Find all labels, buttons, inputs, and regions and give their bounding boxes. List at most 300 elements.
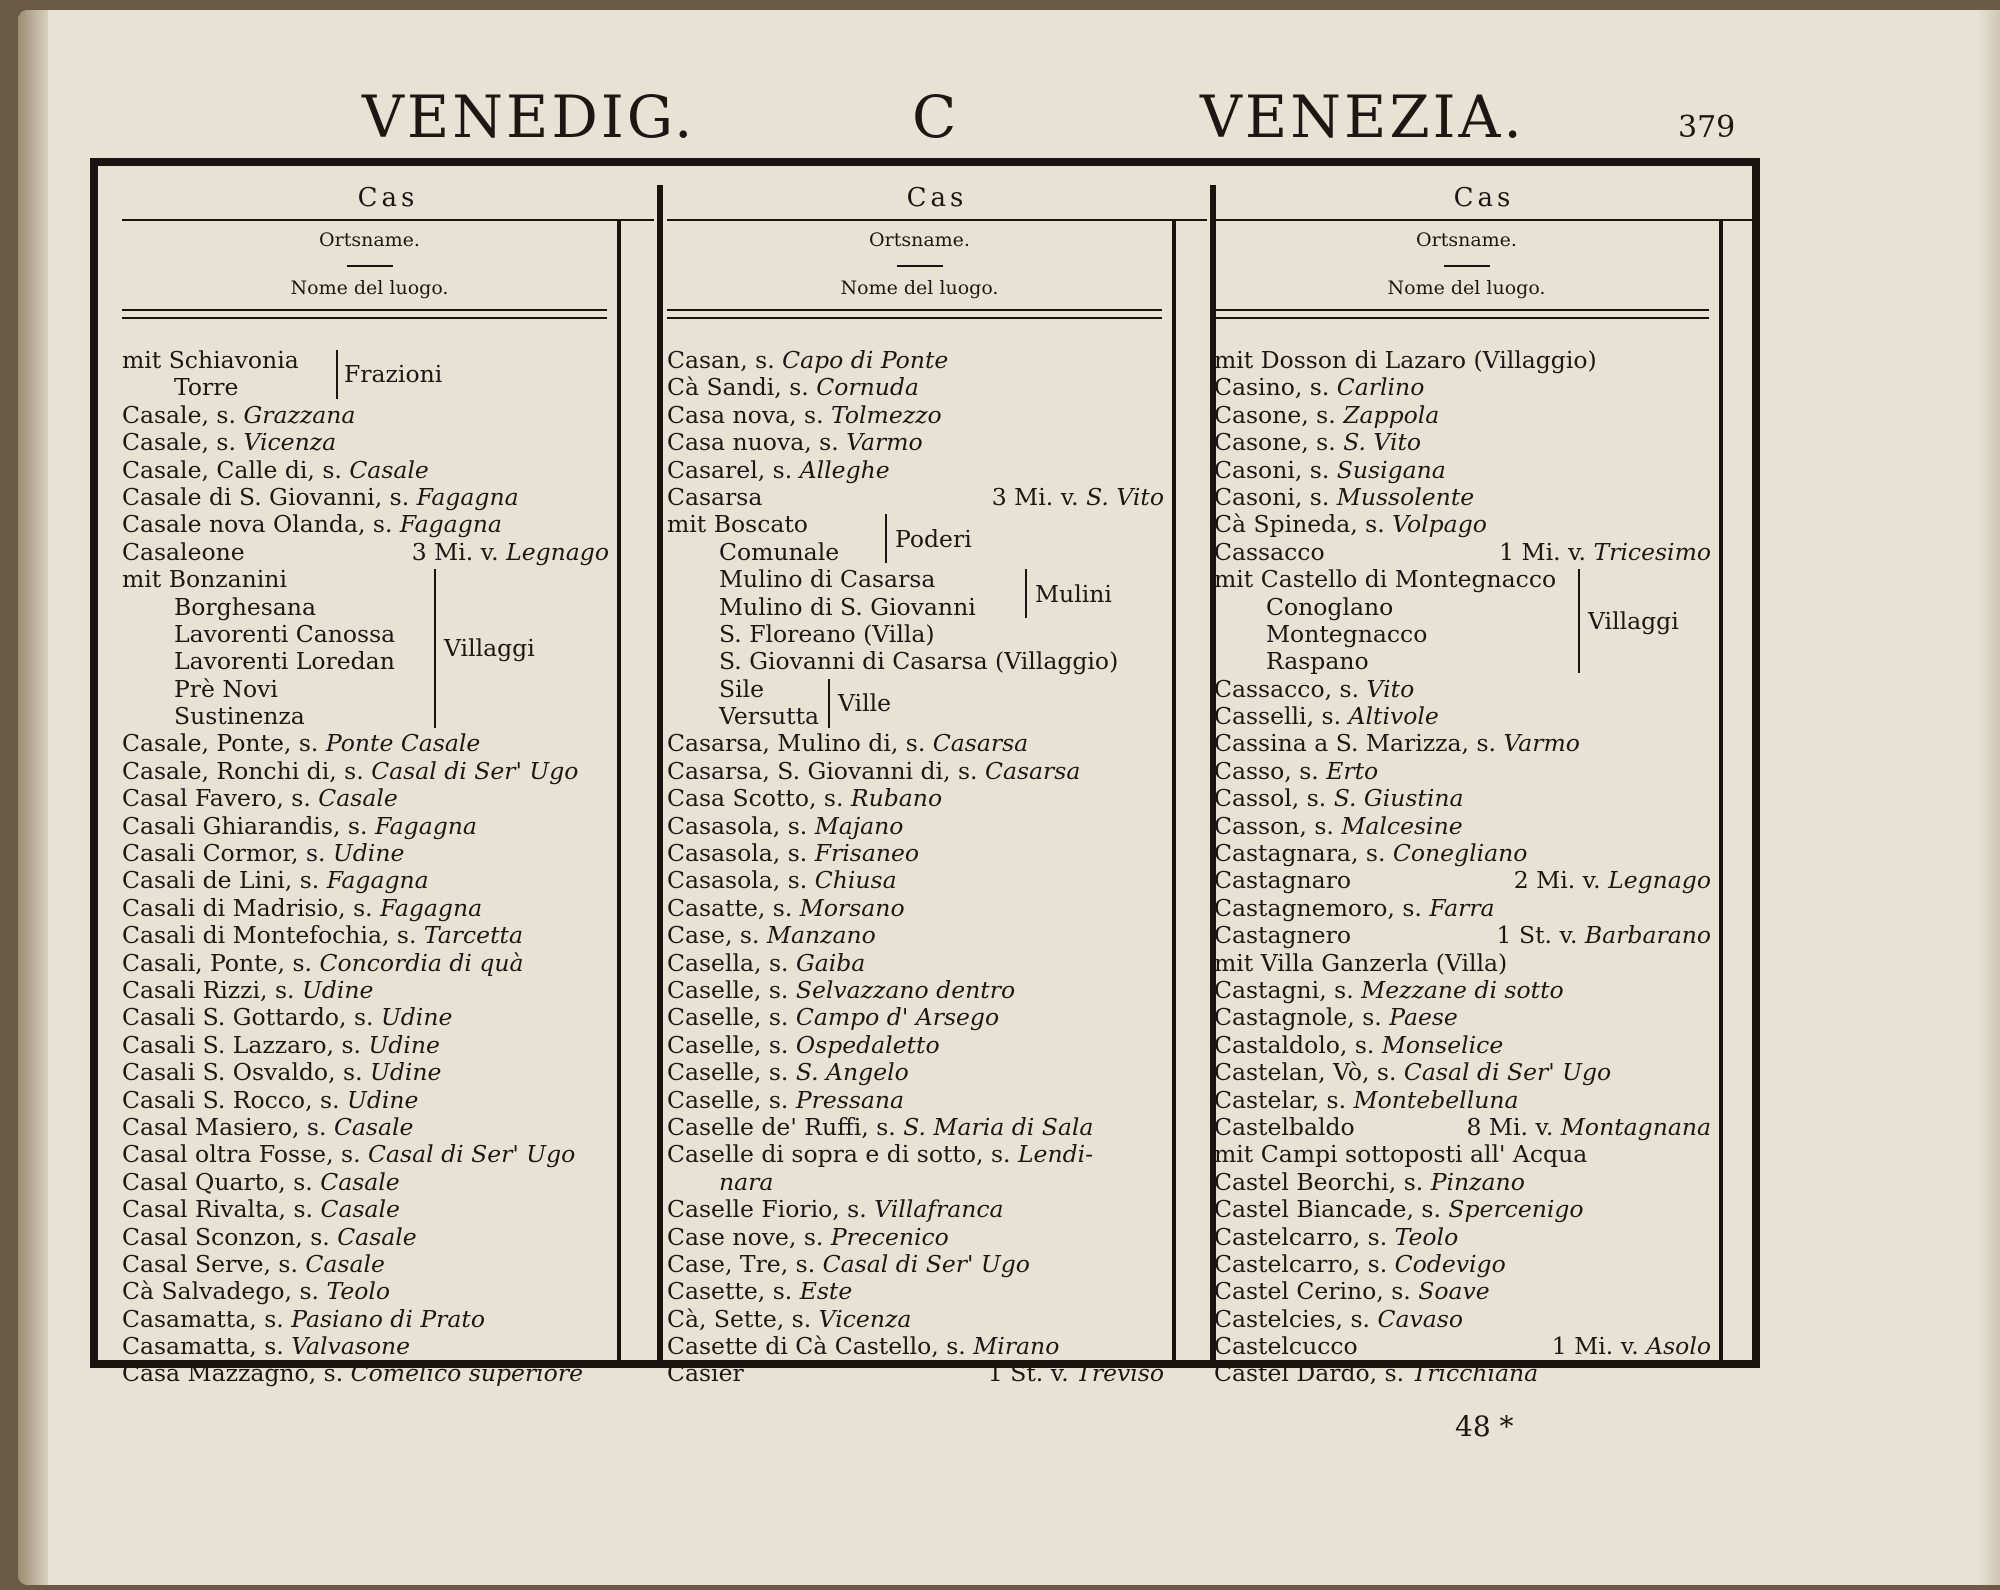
distance-text: 3 Mi. v.	[411, 537, 507, 566]
entry-reference: Manzano	[766, 921, 876, 950]
list-item	[667, 950, 1172, 977]
list-item	[122, 1032, 617, 1059]
entry-name: Casselli, s.	[1214, 702, 1349, 731]
entry-name: Cà, Sette, s.	[667, 1304, 819, 1333]
list-item	[122, 1278, 617, 1305]
entry-reference: Casale	[337, 1222, 417, 1251]
list-item	[1214, 484, 1719, 511]
entry-name: mit Schiavonia	[122, 346, 299, 374]
list-item	[122, 1306, 617, 1333]
heading-right: VENEZIA.	[1200, 83, 1525, 151]
entry-name: Casarsa, Mulino di, s.	[667, 729, 933, 758]
distance-text: 1 Mi. v.	[1551, 1332, 1647, 1361]
list-item	[1214, 1278, 1719, 1305]
group-brace	[330, 350, 338, 399]
list-item	[667, 1087, 1172, 1114]
list-item	[667, 1169, 1172, 1196]
entry-reference: S. Vito	[1343, 428, 1422, 457]
list-item	[122, 539, 617, 566]
entry-name: Versutta	[719, 702, 820, 731]
list-item	[1214, 840, 1719, 867]
entry-name: Montegnacco	[1266, 619, 1428, 648]
entry-reference: Varmo	[1503, 729, 1580, 758]
entry-name: Conoglano	[1266, 592, 1394, 621]
list-item	[667, 703, 1172, 730]
entry-name: Casale, Ronchi di, s.	[122, 756, 372, 785]
distance-text: 1 Mi. v.	[1499, 537, 1594, 566]
list-item	[1214, 511, 1719, 538]
entry-name: Case nove, s.	[667, 1222, 831, 1251]
entry-name: Casier	[667, 1359, 744, 1388]
title-rule	[122, 219, 654, 221]
entry-name: Casali S. Gottardo, s.	[122, 1003, 381, 1032]
entry-name: Casella, s.	[667, 948, 796, 977]
distance-text: 2 Mi. v.	[1513, 866, 1609, 895]
page-edge-shadow	[1978, 10, 2000, 1585]
list-item	[122, 977, 617, 1004]
column-title: Cas	[906, 183, 968, 213]
group-brace	[428, 569, 436, 727]
list-item	[122, 895, 617, 922]
entry-reference: Varmo	[846, 428, 923, 457]
entry-reference: Alleghe	[799, 455, 890, 484]
entry-reference: Fagagna	[380, 893, 483, 922]
entry-name: Casone, s.	[1214, 428, 1344, 457]
group-brace	[1019, 569, 1027, 618]
entry-reference: Paese	[1389, 1003, 1458, 1032]
entry-name: Caselle, s.	[667, 1085, 796, 1114]
list-item	[667, 1141, 1172, 1168]
list-item	[667, 1114, 1172, 1141]
entry-name: Castaldolo, s.	[1214, 1030, 1382, 1059]
entry-reference: Udine	[347, 1085, 419, 1114]
list-item	[1214, 922, 1719, 949]
entry-reference: Mezzane di sotto	[1361, 975, 1564, 1004]
entry-reference: Teolo	[1394, 1222, 1459, 1251]
entry-name: Casale nova Olanda, s.	[122, 510, 400, 539]
entry-name: Castel Beorchi, s.	[1214, 1167, 1431, 1196]
entry-reference: Casal di Ser' Ugo	[368, 1140, 576, 1169]
entry-reference: Villafranca	[874, 1195, 1004, 1224]
entry-reference: Udine	[380, 1003, 453, 1032]
entry-name: Cassol, s.	[1214, 784, 1334, 813]
entry-reference: Conegliano	[1392, 839, 1528, 868]
entry-reference: Susigana	[1336, 455, 1446, 484]
list-item	[122, 1087, 617, 1114]
entry-name: Casoni, s.	[1214, 455, 1337, 484]
list-item	[1214, 1004, 1719, 1031]
entry-reference: Capo di Ponte	[782, 346, 949, 374]
entry-reference: Casal di Ser' Ugo	[371, 756, 579, 785]
entry-reference: Majano	[814, 811, 904, 840]
entry-reference: Pinzano	[1430, 1167, 1525, 1196]
entry-reference: Casal di Ser' Ugo	[1403, 1058, 1612, 1087]
distance-text: 3 Mi. v.	[991, 482, 1087, 511]
entry-reference: Comelico superiore	[350, 1359, 583, 1388]
entry-reference: Soave	[1418, 1277, 1490, 1306]
entry-name: Casarsa	[667, 482, 763, 511]
title-rule	[667, 219, 1207, 221]
inner-column-bar	[1172, 221, 1176, 1367]
entry-name: Sile	[719, 674, 765, 703]
list-item	[1214, 676, 1719, 703]
entry-reference: Casarsa	[932, 729, 1029, 758]
entry-reference: Teolo	[326, 1277, 391, 1306]
list-item	[667, 730, 1172, 757]
entry-reference: Udine	[332, 839, 405, 868]
entry-name: Casan, s.	[667, 346, 783, 374]
entry-name: Casal Favero, s.	[122, 784, 319, 813]
entry-name: Castelcucco	[1214, 1332, 1358, 1361]
column-1	[122, 175, 654, 1388]
entry-reference: Este	[799, 1277, 853, 1306]
entry-reference: Vicenza	[243, 428, 337, 457]
entry-distance	[992, 484, 1164, 511]
list-item	[122, 1196, 617, 1223]
entry-reference: Campo d' Arsego	[795, 1003, 1000, 1032]
title-rule	[1214, 219, 1754, 221]
list-item	[122, 758, 617, 785]
list-item	[122, 785, 617, 812]
distance-text: 8 Mi. v.	[1466, 1112, 1561, 1141]
entry-distance	[1499, 539, 1711, 566]
list-item	[667, 1004, 1172, 1031]
list-item	[122, 1141, 617, 1168]
entry-distance	[1466, 1114, 1711, 1141]
entry-name: Casali S. Lazzaro, s.	[122, 1030, 369, 1059]
list-item	[1214, 1360, 1719, 1387]
entry-reference: Malcesine	[1341, 811, 1463, 840]
entry-name: Cassacco, s.	[1214, 674, 1367, 703]
entry-reference: Precenico	[830, 1222, 949, 1251]
list-item	[1214, 1224, 1719, 1251]
list-item	[122, 1333, 617, 1360]
entry-name: Caselle di sopra e di sotto, s.	[667, 1140, 1018, 1169]
entry-name: Casale di S. Giovanni, s.	[122, 482, 417, 511]
header-double-rule	[1214, 309, 1709, 319]
entry-name: Castagni, s.	[1214, 975, 1362, 1004]
inner-column-bar	[617, 221, 621, 1367]
entry-reference: Chiusa	[814, 866, 897, 895]
entry-distance	[412, 539, 609, 566]
list-item	[122, 676, 617, 703]
list-item	[122, 840, 617, 867]
entry-reference: nara	[719, 1167, 774, 1196]
entry-name: Caselle, s.	[667, 1030, 796, 1059]
header-label-german: Ortsname.	[1416, 229, 1517, 251]
entry-name: mit Bonzanini	[122, 565, 287, 594]
list-item	[1214, 758, 1719, 785]
entry-name: Casso, s.	[1214, 756, 1327, 785]
header-dash	[1444, 265, 1490, 267]
list-item	[667, 1032, 1172, 1059]
list-item	[122, 429, 617, 456]
header-label-italian: Nome del luogo.	[840, 277, 999, 299]
list-item	[667, 1278, 1172, 1305]
entry-name: Casino, s.	[1214, 373, 1337, 402]
list-item	[122, 922, 617, 949]
entry-name: Casa Scotto, s.	[667, 784, 851, 813]
entry-name: Castel Cerino, s.	[1214, 1277, 1419, 1306]
entry-reference: Casale	[305, 1249, 385, 1278]
entry-name: Torre	[174, 373, 239, 402]
list-item	[1214, 730, 1719, 757]
list-item	[122, 1251, 617, 1278]
entry-name: Castagnara, s.	[1214, 839, 1393, 868]
list-item	[667, 977, 1172, 1004]
entry-name: Casasola, s.	[667, 866, 815, 895]
list-item	[667, 867, 1172, 894]
entry-reference: Carlino	[1336, 373, 1425, 402]
entry-name: Castel Biancade, s.	[1214, 1195, 1449, 1224]
entry-name: Castagnaro	[1214, 866, 1352, 895]
list-item	[667, 347, 1172, 374]
entry-reference: S. Giustina	[1333, 784, 1464, 813]
entry-distance	[1514, 867, 1711, 894]
entry-reference: Valvasone	[291, 1332, 411, 1361]
entry-name: Casal Serve, s.	[122, 1249, 306, 1278]
list-item	[1214, 977, 1719, 1004]
entry-reference: Mirano	[973, 1332, 1060, 1361]
entry-reference: Morsano	[799, 893, 905, 922]
list-item	[667, 621, 1172, 648]
entry-reference: Cavaso	[1377, 1304, 1464, 1333]
group-label: Frazioni	[344, 360, 443, 389]
list-item	[1214, 703, 1719, 730]
entry-name: Casali di Montefochia, s.	[122, 921, 424, 950]
group-brace	[822, 679, 830, 728]
list-item	[122, 730, 617, 757]
entry-name: Casal Sconzon, s.	[122, 1222, 338, 1251]
list-item	[122, 621, 617, 648]
heading-left: VENEDIG.	[362, 83, 696, 151]
group-brace	[1572, 569, 1580, 673]
signature-mark: 48 *	[1455, 1410, 1514, 1443]
distance-reference: Montagnana	[1560, 1112, 1711, 1141]
list-item	[1214, 1333, 1719, 1360]
list-item	[667, 1333, 1172, 1360]
entry-name: Casali Rizzi, s.	[122, 975, 302, 1004]
entry-distance	[988, 1360, 1164, 1387]
entry-reference: Vicenza	[818, 1304, 912, 1333]
group-label: Ville	[838, 689, 892, 718]
entry-reference: Pressana	[795, 1085, 905, 1114]
entry-name: Casa nuova, s.	[667, 428, 847, 457]
list-item	[1214, 457, 1719, 484]
list-item	[122, 484, 617, 511]
list-item	[667, 1360, 1172, 1387]
entry-name: Casette, s.	[667, 1277, 800, 1306]
entry-reference: Fagagna	[374, 811, 477, 840]
group-label: Mulini	[1035, 579, 1112, 608]
header-dash	[347, 265, 393, 267]
entry-name: Caselle, s.	[667, 1058, 796, 1087]
entry-name: Castelcarro, s.	[1214, 1222, 1395, 1251]
entry-name: mit Castello di Montegnacco	[1214, 565, 1557, 594]
entry-name: Caselle Fiorio, s.	[667, 1195, 875, 1224]
entry-name: S. Giovanni di Casarsa (Villaggio)	[719, 647, 1119, 676]
entry-name: mit Boscato	[667, 510, 808, 539]
entry-name: mit Villa Ganzerla (Villa)	[1214, 948, 1508, 977]
list-item	[667, 1251, 1172, 1278]
entry-name: Casone, s.	[1214, 400, 1344, 429]
column-separator	[657, 185, 663, 1367]
entry-reference: Monselice	[1381, 1030, 1504, 1059]
header-label-german: Ortsname.	[869, 229, 970, 251]
distance-reference: Legnago	[506, 537, 609, 566]
entry-reference: Concordia di quà	[319, 948, 524, 977]
entry-reference: Farra	[1429, 893, 1495, 922]
entry-reference: Vito	[1366, 674, 1415, 703]
entry-name: Cà Salvadego, s.	[122, 1277, 327, 1306]
entry-name: Casarel, s.	[667, 455, 800, 484]
inner-column-bar	[1719, 221, 1723, 1367]
entry-reference: S. Maria di Sala	[903, 1112, 1094, 1141]
entry-name: Mulino di S. Giovanni	[719, 592, 976, 621]
entry-name: Raspano	[1266, 647, 1369, 676]
entry-reference: Fagagna	[416, 482, 519, 511]
list-item	[1214, 347, 1719, 374]
list-item	[667, 402, 1172, 429]
heading-center: C	[912, 83, 960, 151]
list-item	[122, 566, 617, 593]
entry-reference: Udine	[370, 1058, 442, 1087]
distance-reference: Barbarano	[1584, 921, 1711, 950]
list-item	[1214, 429, 1719, 456]
entry-reference: Gaiba	[795, 948, 866, 977]
list-item	[122, 867, 617, 894]
entry-name: Casale, Ponte, s.	[122, 729, 326, 758]
header-label-german: Ortsname.	[319, 229, 420, 251]
entry-name: Casa Mazzagno, s.	[122, 1359, 351, 1388]
list-item	[667, 785, 1172, 812]
entry-reference: Lendi-	[1017, 1140, 1094, 1169]
header-label-italian: Nome del luogo.	[1387, 277, 1546, 299]
entry-reference: Ponte Casale	[325, 729, 481, 758]
entry-name: Castelar, s.	[1214, 1085, 1354, 1114]
entry-name: Casasola, s.	[667, 839, 815, 868]
distance-text: 1 St. v.	[1496, 921, 1585, 950]
entry-reference: Volpago	[1392, 510, 1487, 539]
entry-reference: Selvazzano dentro	[795, 975, 1016, 1004]
entry-name: Casali, Ponte, s.	[122, 948, 320, 977]
entry-reference: Spercenigo	[1448, 1195, 1584, 1224]
entry-name: Castelcarro, s.	[1214, 1249, 1395, 1278]
list-item	[122, 511, 617, 538]
header-double-rule	[122, 309, 607, 319]
list-item	[1214, 1251, 1719, 1278]
distance-reference: Tricesimo	[1593, 537, 1711, 566]
entry-reference: Ospedaletto	[795, 1030, 940, 1059]
entry-distance	[1552, 1333, 1711, 1360]
list-item	[122, 1059, 617, 1086]
entry-name: mit Campi sottoposti all' Acqua	[1214, 1140, 1588, 1169]
list-item	[122, 1004, 617, 1031]
column-title: Cas	[357, 183, 419, 213]
entry-reference: Fagagna	[326, 866, 429, 895]
column-3	[1214, 175, 1754, 1388]
entry-reference: S. Angelo	[795, 1058, 909, 1087]
entry-reference: Zappola	[1343, 400, 1440, 429]
page-number: 379	[1678, 110, 1736, 145]
entry-name: Casal Masiero, s.	[122, 1112, 334, 1141]
group-label: Poderi	[895, 524, 972, 553]
distance-reference: Asolo	[1646, 1332, 1711, 1361]
list-item	[667, 1059, 1172, 1086]
entry-name: Mulino di Casarsa	[719, 565, 936, 594]
list-item	[667, 758, 1172, 785]
list-item	[1214, 539, 1719, 566]
group-label: Villaggi	[444, 634, 535, 663]
column-title: Cas	[1453, 183, 1515, 213]
entry-name: Castelan, Vò, s.	[1214, 1058, 1404, 1087]
header-label-italian: Nome del luogo.	[290, 277, 449, 299]
entry-name: Cassina a S. Marizza, s.	[1214, 729, 1504, 758]
list-item	[667, 813, 1172, 840]
list-item	[667, 840, 1172, 867]
distance-text: 1 St. v.	[987, 1359, 1077, 1388]
entry-list	[667, 347, 1172, 1388]
entry-reference: Casale	[349, 455, 429, 484]
list-item	[667, 648, 1172, 675]
entry-name: Case, s.	[667, 921, 767, 950]
list-item	[667, 676, 1172, 703]
entry-name: mit Dosson di Lazaro (Villaggio)	[1214, 346, 1597, 374]
list-item	[1214, 867, 1719, 894]
list-item	[1214, 566, 1719, 593]
entry-name: Casali S. Osvaldo, s.	[122, 1058, 371, 1087]
list-item	[122, 813, 617, 840]
entry-name: Caselle, s.	[667, 1003, 796, 1032]
entry-reference: Udine	[368, 1030, 440, 1059]
entry-name: Caselle, s.	[667, 975, 796, 1004]
list-item	[1214, 1087, 1719, 1114]
list-item	[1214, 1059, 1719, 1086]
list-item	[122, 1169, 617, 1196]
entry-name: Casasola, s.	[667, 811, 815, 840]
list-item	[1214, 1306, 1719, 1333]
header-double-rule	[667, 309, 1162, 319]
entry-reference: Fagagna	[399, 510, 502, 539]
entry-name: Casoni, s.	[1214, 482, 1337, 511]
entry-name: Cà Spineda, s.	[1214, 510, 1393, 539]
distance-reference: Legnago	[1608, 866, 1711, 895]
entry-name: Castelcies, s.	[1214, 1304, 1378, 1333]
entry-name: Casarsa, S. Giovanni di, s.	[667, 756, 985, 785]
list-item	[122, 1224, 617, 1251]
entry-reference: Mussolente	[1336, 482, 1475, 511]
list-item	[1214, 374, 1719, 401]
entry-name: Case, Tre, s.	[667, 1249, 823, 1278]
entry-name: Prè Novi	[174, 674, 278, 703]
entry-reference: Casal di Ser' Ugo	[822, 1249, 1030, 1278]
entry-name: Cassacco	[1214, 537, 1325, 566]
entry-name: Casal oltra Fosse, s.	[122, 1140, 369, 1169]
entry-name: Castagnero	[1214, 921, 1351, 950]
entry-name: Casamatta, s.	[122, 1304, 292, 1333]
list-item	[667, 1224, 1172, 1251]
entry-reference: Montebelluna	[1353, 1085, 1519, 1114]
list-item	[122, 402, 617, 429]
entry-reference: Cornuda	[816, 373, 919, 402]
header-dash	[897, 265, 943, 267]
entry-list	[1214, 347, 1719, 1388]
entry-reference: Codevigo	[1394, 1249, 1506, 1278]
list-item	[1214, 1141, 1719, 1168]
list-item	[667, 1196, 1172, 1223]
list-item	[1214, 813, 1719, 840]
list-item	[667, 457, 1172, 484]
